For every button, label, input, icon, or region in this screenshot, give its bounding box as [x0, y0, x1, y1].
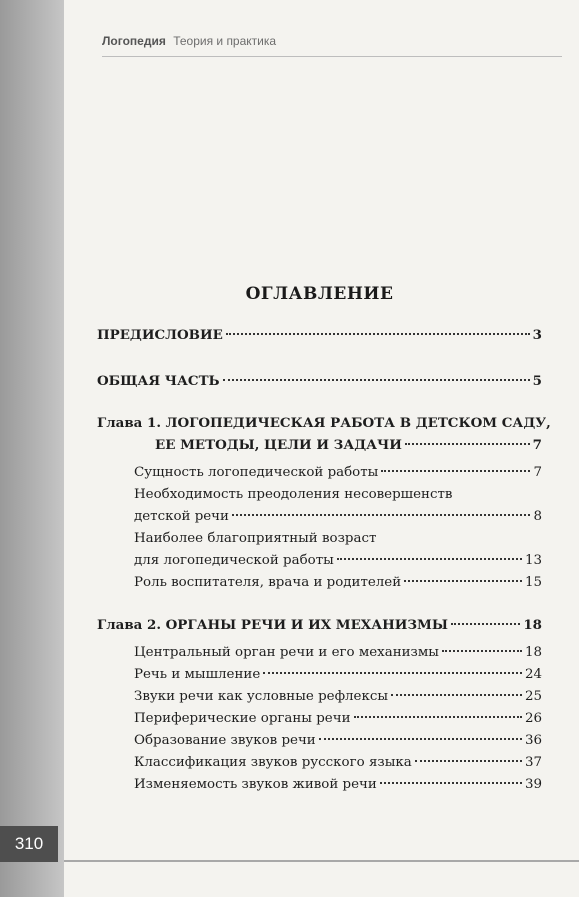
header-logo: Логопедия [102, 34, 166, 48]
leader-dots [404, 580, 522, 582]
page-gutter [0, 0, 64, 897]
toc-entry-chapter1[interactable]: ЕЕ МЕТОДЫ, ЦЕЛИ И ЗАДАЧИ 7 [155, 437, 542, 453]
leader-dots [381, 470, 530, 472]
leader-dots [354, 716, 522, 718]
leader-dots [223, 379, 530, 381]
toc-entry[interactable]: Изменяемость звуков живой речи 39 [134, 777, 542, 792]
leader-dots [337, 558, 522, 560]
toc-entry-line: Необходимость преодоления несовершенств [134, 487, 453, 502]
toc-entry[interactable]: Речь и мышление 24 [134, 667, 542, 682]
toc-entry-line: Наиболее благоприятный возраст [134, 531, 377, 546]
toc-entry[interactable]: Образование звуков речи 36 [134, 733, 542, 748]
page-number: 310 [0, 826, 58, 862]
toc-chapter1-title: Глава 1. ЛОГОПЕДИЧЕСКАЯ РАБОТА В ДЕТСКОМ САДУ, [97, 415, 551, 431]
toc-entry-general[interactable]: ОБЩАЯ ЧАСТЬ 5 [97, 373, 542, 389]
toc-entry[interactable]: Центральный орган речи и его механизмы 18 [134, 645, 542, 660]
leader-dots [451, 623, 520, 625]
leader-dots [442, 650, 522, 652]
toc-title: ОГЛАВЛЕНИЕ [245, 284, 394, 304]
leader-dots [226, 333, 530, 335]
leader-dots [391, 694, 522, 696]
leader-dots [415, 760, 522, 762]
running-header [102, 34, 562, 57]
toc-entry[interactable]: Сущность логопедической работы 7 [134, 465, 542, 480]
toc-entry[interactable]: детской речи 8 [134, 509, 542, 524]
leader-dots [263, 672, 522, 674]
leader-dots [319, 738, 522, 740]
toc-entry[interactable]: Классификация звуков русского языка 37 [134, 755, 542, 770]
toc-entry[interactable]: для логопедической работы 13 [134, 553, 542, 568]
leader-dots [405, 443, 530, 445]
table-of-contents [97, 284, 551, 796]
toc-entry[interactable]: Роль воспитателя, врача и родителей 15 [134, 575, 542, 590]
toc-entry[interactable]: Периферические органы речи 26 [134, 711, 542, 726]
toc-entry-preface[interactable]: ПРЕДИСЛОВИЕ 3 [97, 327, 542, 343]
toc-entry[interactable]: Звуки речи как условные рефлексы 25 [134, 689, 542, 704]
header-title: Теория и практика [173, 34, 277, 48]
leader-dots [380, 782, 522, 784]
bottom-rule [64, 860, 579, 862]
toc-entry-chapter2[interactable]: Глава 2. ОРГАНЫ РЕЧИ И ИХ МЕХАНИЗМЫ 18 [97, 617, 542, 633]
leader-dots [232, 514, 531, 516]
